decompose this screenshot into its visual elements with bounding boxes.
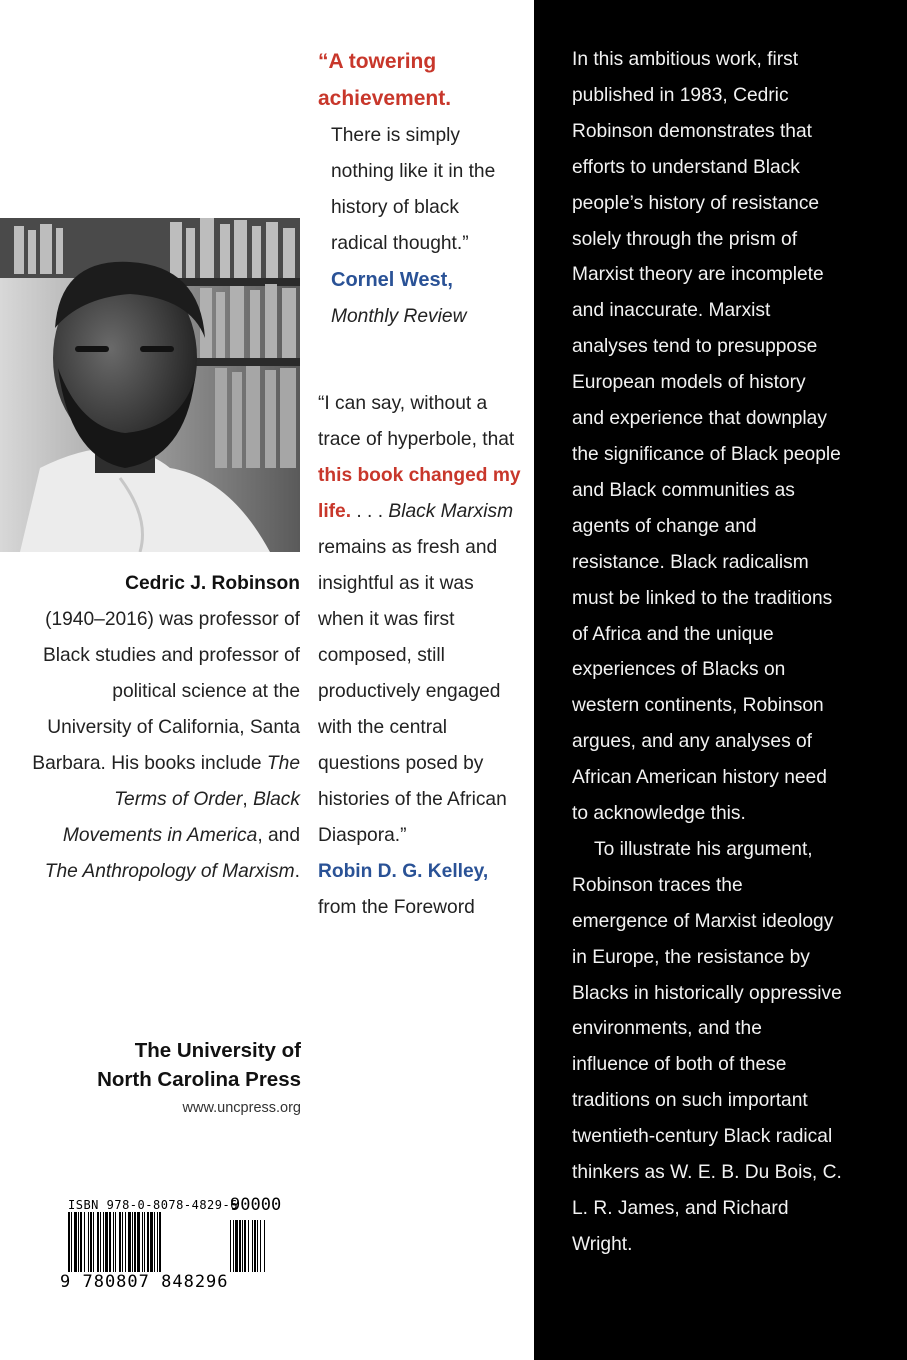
price-code: 90000 <box>230 1195 282 1215</box>
ean-number: 9 780807 848296 <box>60 1272 229 1292</box>
barcode-bar <box>239 1220 241 1272</box>
book-description <box>572 42 842 1263</box>
ellipsis: . . . <box>351 501 389 522</box>
barcode-bar <box>157 1212 158 1272</box>
barcode-bar <box>233 1220 234 1272</box>
publisher-url: www.uncpress.org <box>182 1100 301 1116</box>
publisher-block <box>20 1036 301 1116</box>
book-title: Black Movements in America <box>62 789 300 846</box>
barcode-bar <box>128 1212 131 1272</box>
author-photo <box>0 218 300 552</box>
barcode-bar <box>132 1212 133 1272</box>
barcode-bar <box>159 1212 161 1272</box>
barcode-bar <box>248 1220 249 1272</box>
separator: , <box>242 789 254 810</box>
barcode-bar <box>150 1212 153 1272</box>
publisher-name-line1: The University of <box>134 1039 301 1062</box>
separator: , and <box>257 825 300 846</box>
barcode-bar <box>71 1212 72 1272</box>
barcode-bar <box>242 1220 243 1272</box>
barcode-bar <box>142 1212 143 1272</box>
barcode-bar <box>103 1212 104 1272</box>
quote-author: Cornel West, <box>331 269 453 291</box>
barcode-bar <box>137 1212 140 1272</box>
barcode-bar <box>264 1220 265 1272</box>
barcode-bar <box>115 1212 116 1272</box>
barcode-bar <box>252 1220 253 1272</box>
barcode-bar <box>100 1212 101 1272</box>
bio-text: (1940–2016) was professor of Black studies and professor of political science at the University of California, Santa Barbara. His books include <box>32 609 300 774</box>
author-name: Cedric J. Robinson <box>125 573 300 594</box>
quote-body <box>318 386 523 926</box>
isbn-label: ISBN 978-0-8078-4829-6 <box>68 1198 238 1212</box>
barcode-bar <box>105 1212 108 1272</box>
barcode-bar <box>109 1212 111 1272</box>
quote-text: remains as fresh and insightful as it was when it was first composed, still productively engaged with the central questions posed by histories of the African Diaspora.” <box>318 537 507 846</box>
barcode-bar <box>80 1212 82 1272</box>
description-paragraph-1: In this ambitious work, first published in 1983, Cedric Robinson demonstrates that efforts to understand Black people’s history of resistance solely through the prism of Marxist theory are incomplete and inaccurate. Marxist analyses tend to presuppose European models of history and experience that downplay the significance of Black people and Black communities as agents of change and resistance. Black radicalism must be linked to the traditions of Africa and the unique experiences of Blacks on western continents, Robinson argues, and any analyses of African American history need to acknowledge this. <box>572 49 841 825</box>
barcode-bar <box>125 1212 126 1272</box>
quote-source: Monthly Review <box>331 306 467 327</box>
book-title: The Anthropology of Marxism <box>44 861 295 882</box>
barcode-bar <box>74 1212 77 1272</box>
barcode-bar <box>122 1212 123 1272</box>
quote-source: from the Foreword <box>318 897 475 918</box>
barcode-bar <box>144 1212 145 1272</box>
barcode-bar <box>119 1212 121 1272</box>
author-bio <box>28 566 300 890</box>
barcode-bar <box>257 1220 258 1272</box>
barcode-bar <box>93 1212 94 1272</box>
barcode-bar <box>244 1220 246 1272</box>
barcode-bar <box>230 1220 231 1272</box>
quote-author: Robin D. G. Kelley, <box>318 861 489 882</box>
barcode-bar <box>134 1212 136 1272</box>
quote-text: There is simply nothing like it in the history of black radical thought.” <box>331 125 496 254</box>
barcode-bar <box>97 1212 99 1272</box>
endorsement-west <box>318 44 518 335</box>
barcode-bar <box>113 1212 114 1272</box>
description-paragraph-2: To illustrate his argument, Robinson traces the emergence of Marxist ideology in Europe, the resistance by Blacks in historically oppressive environments, and the influence of both of these traditions on such important twentieth-century Black radical thinkers as W. E. B. Du Bois, C. L. R. James, and Richard Wright. <box>572 838 842 1255</box>
quote-highlight: “A towering achievement. <box>318 50 452 110</box>
barcode-bar <box>260 1220 261 1272</box>
barcode-bar <box>88 1212 89 1272</box>
quote-text: “I can say, without a trace of hyperbole, that <box>318 393 515 450</box>
barcode-bar <box>90 1212 92 1272</box>
endorsement-kelley <box>318 386 523 926</box>
barcode-bar <box>147 1212 149 1272</box>
separator: . <box>294 861 300 882</box>
barcode-bar <box>68 1212 70 1272</box>
barcode-bar <box>78 1212 79 1272</box>
barcode-bar <box>84 1212 85 1272</box>
book-title: The Terms of Order <box>114 753 300 810</box>
book-title: Black Marxism <box>388 501 514 522</box>
barcode-bar <box>235 1220 238 1272</box>
barcode-bar <box>254 1220 256 1272</box>
publisher-name-line2: North Carolina Press <box>97 1068 301 1091</box>
quote-highlight: this book changed my life. <box>318 465 521 522</box>
barcode-bar <box>154 1212 155 1272</box>
